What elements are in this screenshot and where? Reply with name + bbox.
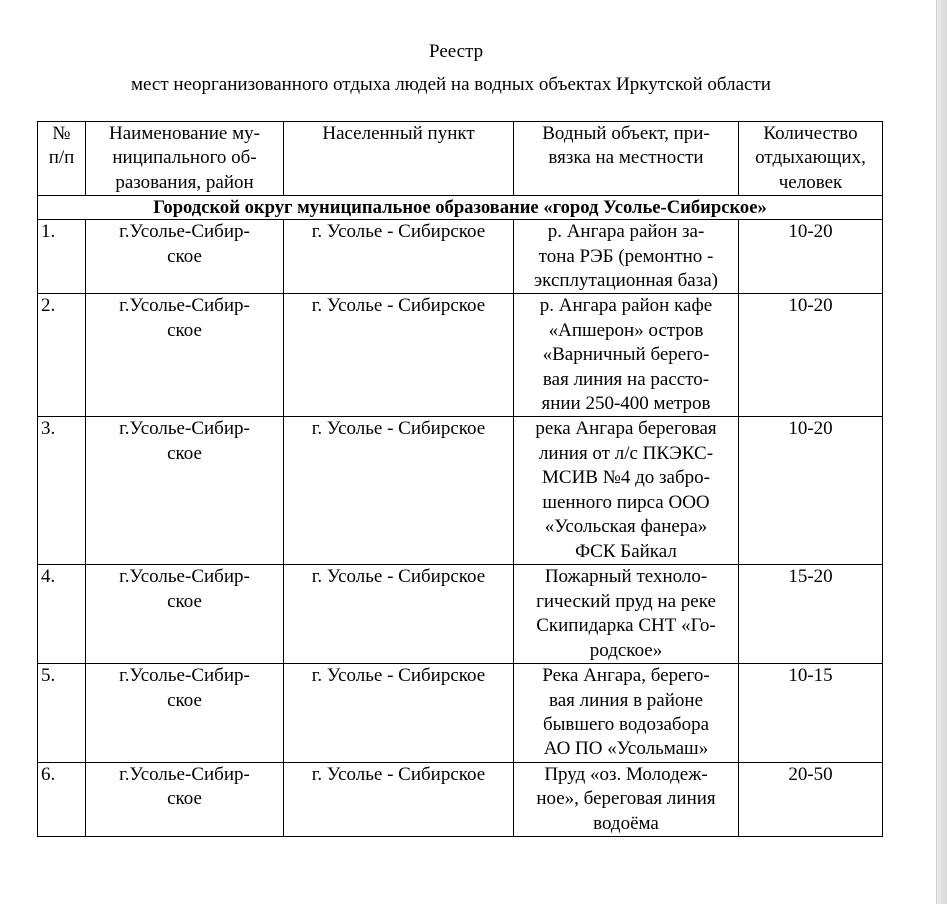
row-settlement: г. Усолье - Сибирское	[284, 220, 514, 294]
row-water-object: Пожарный техноло- гический пруд на реке Скипидарка СНТ «Го- родское»	[514, 565, 739, 664]
header-water-object: Водный объект, при- вязка на местности	[514, 122, 739, 196]
row-water-object: р. Ангара район за- тона РЭБ (ремонтно - эксплутационная база)	[514, 220, 739, 294]
registry-table	[37, 121, 883, 837]
row-water-object: река Ангара береговая линия от л/с ПКЭКС- МСИВ №4 до забро- шенного пирса ООО «Усольская фанера» ФСК Байкал	[514, 417, 739, 565]
row-water-object: Пруд «оз. Молодеж- ное», береговая линия водоёма	[514, 762, 739, 836]
document-subtitle: мест неорганизованного отдыха людей на водных объектах Иркутской области	[131, 74, 771, 95]
header-number: № п/п	[38, 122, 86, 196]
table-row	[38, 664, 883, 763]
header-people-count: Количество отдыхающих, человек	[739, 122, 883, 196]
document-title: Реестр	[429, 41, 484, 62]
table-row	[38, 220, 883, 294]
row-settlement: г. Усолье - Сибирское	[284, 417, 514, 565]
row-people-count: 10-15	[739, 664, 883, 763]
page-edge	[936, 0, 947, 904]
row-water-object: Река Ангара, берего- вая линия в районе бывшего водозабора АО ПО «Усольмаш»	[514, 664, 739, 763]
table-row	[38, 294, 883, 417]
row-number: 1.	[38, 220, 86, 294]
row-water-object: р. Ангара район кафе «Апшерон» остров «Варничный берего- вая линия на рассто- янии 250-400 метров	[514, 294, 739, 417]
row-people-count: 20-50	[739, 762, 883, 836]
row-people-count: 10-20	[739, 417, 883, 565]
row-people-count: 15-20	[739, 565, 883, 664]
row-settlement: г. Усолье - Сибирское	[284, 294, 514, 417]
row-people-count: 10-20	[739, 220, 883, 294]
header-municipality: Наименование му- ниципального об- разования, район	[86, 122, 284, 196]
row-municipality: г.Усолье-Сибир- ское	[86, 762, 284, 836]
row-number: 2.	[38, 294, 86, 417]
section-title: Городской округ муниципальное образование «город Усолье-Сибирское»	[38, 196, 883, 220]
row-settlement: г. Усолье - Сибирское	[284, 565, 514, 664]
section-row	[38, 196, 883, 220]
row-number: 6.	[38, 762, 86, 836]
row-number: 4.	[38, 565, 86, 664]
row-number: 3.	[38, 417, 86, 565]
header-settlement: Населенный пункт	[284, 122, 514, 196]
row-settlement: г. Усолье - Сибирское	[284, 664, 514, 763]
table-row	[38, 762, 883, 836]
row-municipality: г.Усолье-Сибир- ское	[86, 294, 284, 417]
row-municipality: г.Усолье-Сибир- ское	[86, 220, 284, 294]
row-municipality: г.Усолье-Сибир- ское	[86, 417, 284, 565]
row-municipality: г.Усолье-Сибир- ское	[86, 664, 284, 763]
row-people-count: 10-20	[739, 294, 883, 417]
row-settlement: г. Усолье - Сибирское	[284, 762, 514, 836]
table-row	[38, 417, 883, 565]
table-row	[38, 565, 883, 664]
row-number: 5.	[38, 664, 86, 763]
row-municipality: г.Усолье-Сибир- ское	[86, 565, 284, 664]
table-header-row	[38, 122, 883, 196]
